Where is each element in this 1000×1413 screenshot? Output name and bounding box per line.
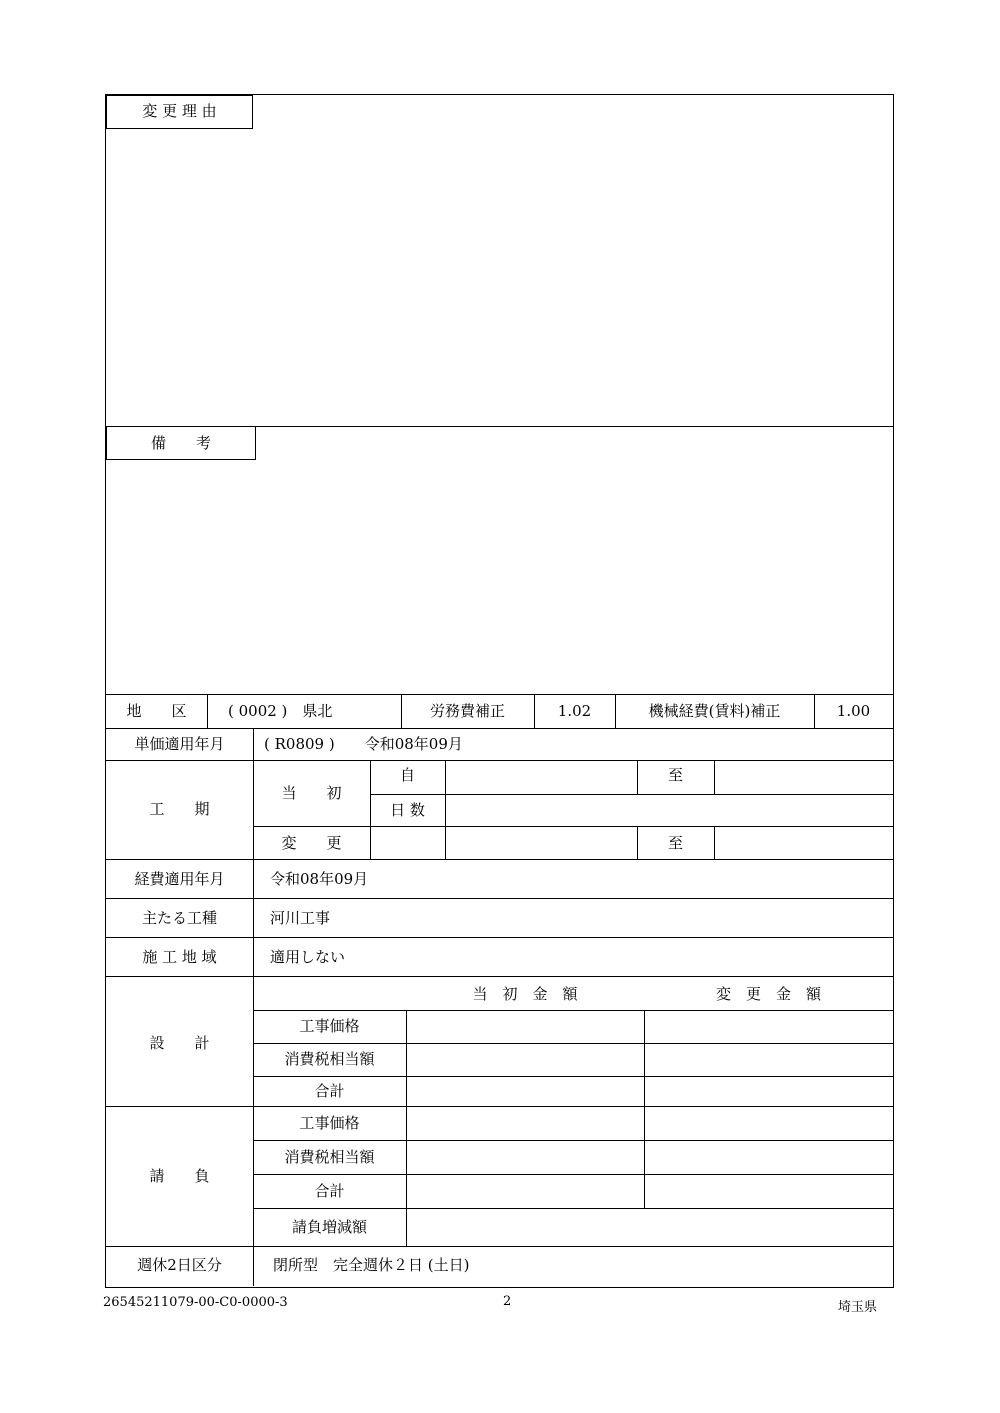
contract-label: 請 負 — [149, 1167, 210, 1185]
divider — [106, 898, 893, 899]
from-label: 自 — [399, 766, 415, 784]
construction-area-value: 適用しない — [270, 948, 346, 966]
divider — [106, 760, 893, 761]
contract-row-price: 工事価格 — [299, 1114, 360, 1132]
main-work-type-label: 主たる工種 — [141, 909, 217, 927]
region-label: 地 区 — [126, 702, 187, 720]
divider — [253, 1010, 893, 1011]
to-label: 至 — [667, 766, 683, 784]
main-work-type-value: 河川工事 — [270, 909, 331, 927]
design-row-price: 工事価格 — [299, 1017, 360, 1035]
machine-correction-value: 1.00 — [836, 702, 871, 720]
unit-price-period-value: ( R0809 ) 令和08年09月 — [264, 735, 463, 753]
divider — [207, 694, 208, 728]
initial-label: 当 初 — [281, 784, 342, 802]
divider — [106, 859, 893, 860]
contract-row-tax: 消費税相当額 — [284, 1148, 375, 1166]
labor-correction-label: 労務費補正 — [429, 702, 505, 720]
divider — [406, 1010, 407, 1246]
divider — [644, 1010, 645, 1208]
divider — [445, 760, 446, 859]
labor-correction-value: 1.02 — [557, 702, 592, 720]
days-label: 日 数 — [390, 801, 425, 819]
divider — [106, 694, 893, 695]
divider — [714, 826, 715, 859]
divider — [253, 1246, 254, 1286]
design-label: 設 計 — [149, 1034, 210, 1052]
expense-period-label: 経費適用年月 — [134, 870, 225, 888]
construction-period-label: 工 期 — [149, 800, 210, 818]
divider — [370, 794, 893, 795]
change-to-label: 至 — [667, 834, 683, 852]
form-table — [105, 94, 894, 1288]
design-row-total: 合計 — [314, 1082, 345, 1100]
prefecture-name: 埼玉県 — [838, 1300, 878, 1315]
page-number: 2 — [503, 1294, 512, 1309]
change-label: 変 更 — [281, 834, 342, 852]
divider — [106, 1106, 893, 1107]
divider — [253, 1076, 893, 1077]
change-reason-label: 変 更 理 由 — [142, 102, 217, 120]
divider — [253, 1174, 893, 1175]
change-to-value[interactable] — [724, 834, 884, 852]
contract-increase-label: 請負増減額 — [291, 1218, 367, 1236]
machine-correction-label: 機械経費(賃料)補正 — [648, 702, 781, 720]
change-from-value[interactable] — [455, 834, 625, 852]
remarks-label: 備 考 — [150, 434, 211, 452]
divider — [106, 976, 893, 977]
divider — [106, 728, 893, 729]
to-date-value[interactable] — [724, 766, 884, 784]
region-value: ( 0002 ) 県北 — [228, 702, 333, 720]
divider — [106, 1246, 893, 1247]
divider — [253, 1208, 893, 1209]
divider — [253, 1043, 893, 1044]
weekly-holiday-label: 週休2日区分 — [137, 1256, 222, 1274]
divider — [253, 1140, 893, 1141]
initial-amount-header: 当 初 金 額 — [472, 985, 578, 1003]
divider — [253, 826, 893, 827]
days-value[interactable] — [455, 801, 875, 819]
changed-amount-header: 変 更 金 額 — [715, 985, 821, 1003]
from-date-value[interactable] — [455, 766, 625, 784]
contract-row-total: 合計 — [314, 1182, 345, 1200]
weekly-holiday-value: 閉所型 完全週休２日 (土日) — [273, 1256, 470, 1274]
divider — [106, 937, 893, 938]
construction-area-label: 施 工 地 域 — [142, 948, 217, 966]
design-row-tax: 消費税相当額 — [284, 1050, 375, 1068]
unit-price-period-label: 単価適用年月 — [134, 735, 225, 753]
divider — [714, 760, 715, 794]
document-id: 26545211079-00-C0-0000-3 — [103, 1295, 288, 1310]
expense-period-value: 令和08年09月 — [270, 870, 369, 888]
